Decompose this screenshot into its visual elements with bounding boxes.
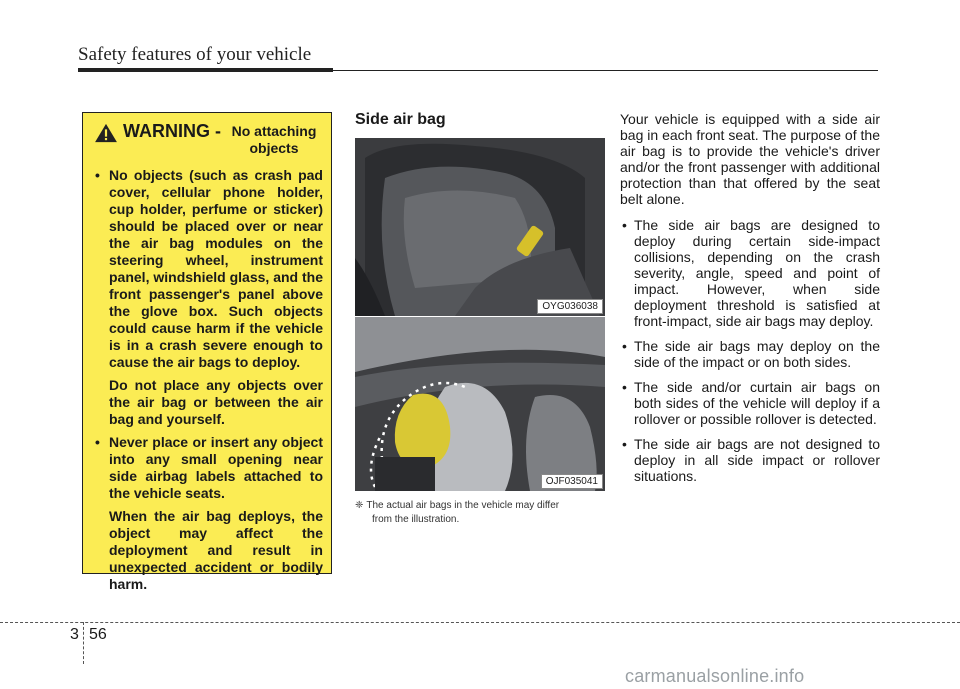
warning-item-text: No objects (such as crash pad cover, cellular phone holder, cup holder, perfume or sticker) should be placed over or near the air bag modules on the steering wheel, instrument panel, windshield glass, and the front passenger's panel above the glove box. Such objects could cause harm if the vehicle is in a crash severe enough to cause the air bags to deploy. xyxy=(109,167,323,370)
intro-paragraph: Your vehicle is equipped with a side air bag in each front seat. The purpose of the air bag is to provide the vehicle's driver and/or the front passenger with additional protection than that offered by the seat belt alone. xyxy=(620,111,880,207)
deployment-illustration xyxy=(355,317,605,491)
warning-box xyxy=(82,112,332,592)
info-list xyxy=(620,217,880,484)
footer-divider xyxy=(83,622,84,664)
bullet-icon: • xyxy=(95,434,100,450)
warning-subtitle: No attaching objects xyxy=(231,123,317,156)
bullet-icon: • xyxy=(95,167,100,183)
seat-illustration xyxy=(355,138,605,316)
list-item-text: The side air bags are designed to deploy during certain side-impact collisions, depending on the crash severity, angle, speed and point of impact. However, when side deployment threshold is satisfied at front-impact, side air bags may deploy. xyxy=(634,217,880,329)
list-item xyxy=(620,379,880,427)
bullet-icon: • xyxy=(622,379,627,395)
warning-item xyxy=(93,167,323,428)
chapter-number: 3 xyxy=(70,626,79,643)
bullet-icon: • xyxy=(622,436,627,452)
list-item xyxy=(620,217,880,329)
warning-item-text: Never place or insert any object into any small opening near side airbag labels attached to the vehicle seats. xyxy=(109,434,323,501)
list-item-text: The side and/or curtain air bags on both sides of the vehicle will deploy if a rollover or possible rollover is detected. xyxy=(634,379,880,427)
figure-note xyxy=(355,499,605,527)
bullet-icon: • xyxy=(622,217,627,233)
list-item-text: The side air bags are not designed to deploy in all side impact or rollover situations. xyxy=(634,436,880,484)
footer-rule xyxy=(0,622,960,623)
section-title: Side air bag xyxy=(355,111,446,128)
watermark: carmanualsonline.info xyxy=(625,666,805,686)
warning-triangle-icon xyxy=(93,123,119,143)
figure-note-line2: from the illustration. xyxy=(372,514,460,525)
note-mark: ❈ xyxy=(355,500,364,511)
bullet-icon: • xyxy=(622,338,627,354)
warning-list xyxy=(93,167,323,593)
list-item-text: The side air bags may deploy on the side of the impact or on both sides. xyxy=(634,338,880,370)
list-item xyxy=(620,338,880,370)
list-item xyxy=(620,436,880,484)
warning-paragraph: Do not place any objects over the air bag or between the air bag and yourself. xyxy=(109,377,323,427)
warning-word: WARNING - xyxy=(123,121,221,141)
body-text-column xyxy=(620,111,880,493)
warning-heading xyxy=(93,123,323,157)
figure-code: OJF035041 xyxy=(541,474,603,489)
page-header-title: Safety features of your vehicle xyxy=(78,44,312,65)
warning-paragraph: When the air bag deploys, the object may affect the deployment and result in unexpected accident or bodily harm. xyxy=(109,508,323,592)
side-airbag-deployment-figure xyxy=(355,317,605,491)
page-number: 56 xyxy=(89,626,107,643)
figure-note-line1: The actual air bags in the vehicle may differ xyxy=(366,500,560,511)
seat-side-airbag-figure xyxy=(355,138,605,316)
figure-code: OYG036038 xyxy=(537,299,603,314)
warning-item xyxy=(93,434,323,593)
header-rule xyxy=(78,70,878,71)
